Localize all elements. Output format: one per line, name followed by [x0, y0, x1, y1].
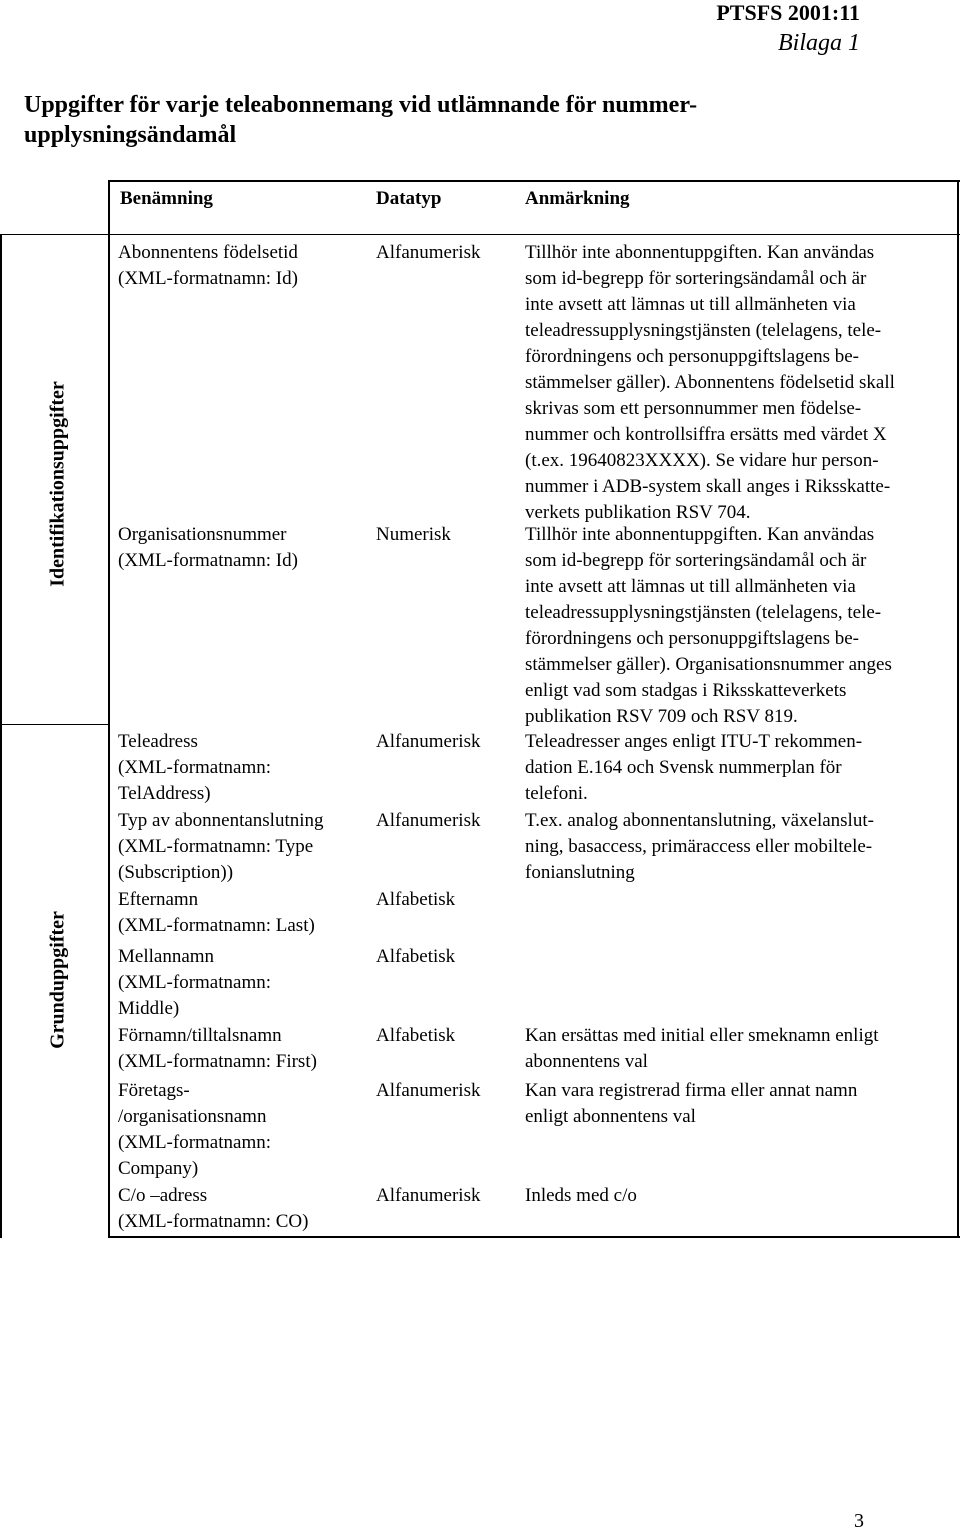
header-divider: [0, 234, 960, 235]
table-cell-note: Tillhör inte abonnentuppgiften. Kan användas som id-begrepp för sorteringsändamål och är inte avsett att lämnas ut till allmänheten via teleadressupplysningstjänsten (telelagens, tele- förordningens och personuppgiftslagens be- stämmelser gäller). Abonnentens födelsetid skall skrivas som ett personnummer men födelse- nummer och kontrollsiffra ersätts med värdet X (t.ex. 19640823XXXX). Se vidare hur person- nummer i ADB-system skall anges i Riksskatte- verkets publikation RSV 704.: [525, 242, 895, 523]
section-label-basic: Grunduppgifter: [46, 911, 69, 1049]
table-cell-name: Organisationsnummer (XML-formatnamn: Id): [118, 524, 298, 571]
table-cell-name: Förnamn/tilltalsnamn (XML-formatnamn: First): [118, 1025, 317, 1072]
table-cell-type: Alfabetisk: [376, 889, 456, 910]
table-cell-type: Alfabetisk: [376, 1025, 456, 1046]
table-border-bottom: [108, 1236, 960, 1238]
outer-left-rule: [0, 234, 2, 1238]
table-cell-type: Alfanumerisk: [376, 1080, 481, 1101]
table-cell-name: C/o –adress (XML-formatnamn: CO): [118, 1185, 309, 1232]
table-cell-type: Numerisk: [376, 524, 451, 545]
page-title: Uppgifter för varje teleabonnemang vid utlämnande för nummer- upplysningsändamål: [24, 92, 698, 148]
table-cell-note: Tillhör inte abonnentuppgiften. Kan användas som id-begrepp för sorteringsändamål och är inte avsett att lämnas ut till allmänheten via teleadressupplysningstjänsten (telelagens, tele- förordningens och personuppgiftslagens be- stämmelser gäller). Organisationsnummer anges enligt vad som stadgas i Riksskatteverkets publikation RSV 709 och RSV 819.: [525, 524, 892, 727]
column-header-note: Anmärkning: [525, 188, 630, 209]
table-cell-name: Teleadress (XML-formatnamn: TelAddress): [118, 731, 272, 804]
table-cell-note: Teleadresser anges enligt ITU-T rekommen- dation E.164 och Svensk nummerplan för telefoni.: [525, 731, 863, 804]
table-border-left: [108, 180, 110, 1238]
column-header-name: Benämning: [120, 188, 213, 209]
table-cell-name: Mellannamn (XML-formatnamn: Middle): [118, 946, 272, 1019]
appendix-label: Bilaga 1: [778, 30, 860, 56]
document-code: PTSFS 2001:11: [716, 0, 860, 25]
table-cell-type: Alfanumerisk: [376, 1185, 481, 1206]
table-cell-name: Abonnentens födelsetid (XML-formatnamn: Id): [118, 242, 298, 289]
table-border-top: [108, 180, 960, 182]
section-divider: [0, 724, 110, 725]
table-cell-note: T.ex. analog abonnentanslutning, växelanslut- ning, basaccess, primäraccess eller mobiltele- fonianslutning: [525, 810, 874, 883]
table-cell-note: Kan ersättas med initial eller smeknamn enligt abonnentens val: [525, 1025, 879, 1072]
table-border-right: [957, 180, 959, 1238]
table-cell-name: Typ av abonnentanslutning (XML-formatnamn: Type (Subscription)): [118, 810, 324, 883]
section-label-identification: Identifikationsuppgifter: [46, 381, 69, 587]
table-cell-note: Inleds med c/o: [525, 1185, 637, 1206]
table-cell-name: Efternamn (XML-formatnamn: Last): [118, 889, 315, 936]
table-cell-type: Alfanumerisk: [376, 242, 481, 263]
table-cell-note: Kan vara registrerad firma eller annat namn enligt abonnentens val: [525, 1080, 858, 1127]
table-cell-type: Alfanumerisk: [376, 731, 481, 752]
page-number: 3: [854, 1510, 864, 1532]
table-cell-name: Företags- /organisationsnamn (XML-formatnamn: Company): [118, 1080, 272, 1179]
table-cell-type: Alfanumerisk: [376, 810, 481, 831]
column-header-type: Datatyp: [376, 188, 442, 209]
table-cell-type: Alfabetisk: [376, 946, 456, 967]
